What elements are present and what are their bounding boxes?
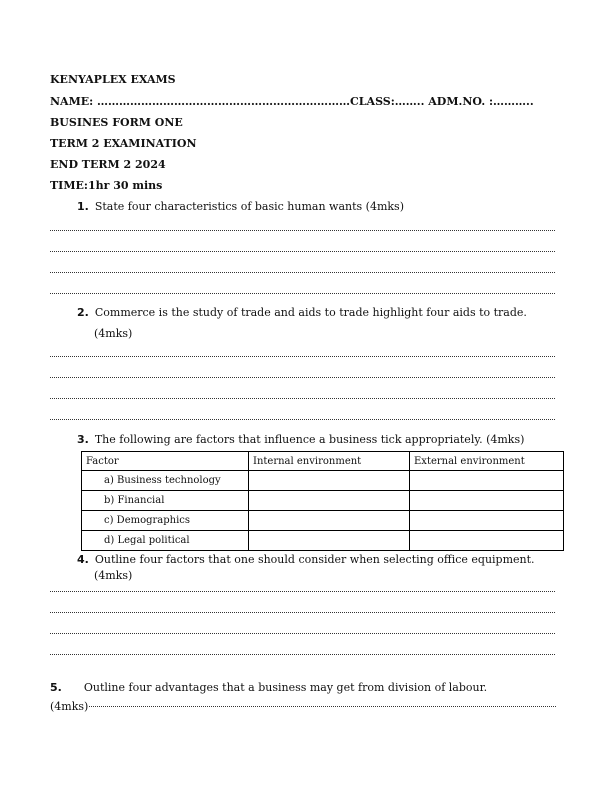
header-internal: Internal environment (249, 452, 410, 471)
header-factor: Factor (82, 452, 249, 471)
question-number: 4. (77, 553, 89, 566)
answer-line[interactable] (50, 419, 555, 420)
answer-line[interactable] (50, 272, 555, 273)
question-marks: (4mks) (94, 569, 133, 582)
external-tick-cell[interactable] (410, 491, 564, 511)
answer-line[interactable] (50, 612, 555, 613)
answer-line[interactable] (50, 398, 555, 399)
internal-tick-cell[interactable] (249, 511, 410, 531)
question-4 (77, 553, 535, 566)
answer-line[interactable] (50, 654, 555, 655)
exam-title: TERM 2 EXAMINATION (50, 137, 197, 150)
factors-table (81, 451, 564, 551)
factor-label: c) Demographics (82, 511, 249, 531)
factor-label: b) Financial (82, 491, 249, 511)
question-number: 2. (77, 306, 89, 319)
question-number: 1. (77, 200, 89, 213)
student-details-line: NAME: ……………………………………………………………CLASS:…….. ADM.NO. :……….. (50, 95, 534, 108)
question-marks: (4mks) (50, 700, 89, 713)
question-text: The following are factors that influence a business tick appropriately. (4mks) (94, 433, 525, 446)
question-number: 5. (50, 681, 62, 694)
question-5 (50, 681, 487, 694)
question-1 (77, 200, 404, 213)
internal-tick-cell[interactable] (249, 491, 410, 511)
table-row (82, 531, 564, 551)
external-tick-cell[interactable] (410, 471, 564, 491)
internal-tick-cell[interactable] (249, 471, 410, 491)
answer-line[interactable] (50, 293, 555, 294)
question-text: Outline four advantages that a business may get from division of labour. (83, 681, 488, 694)
answer-line[interactable] (50, 356, 555, 357)
question-text: Outline four factors that one should consider when selecting office equipment. (94, 553, 535, 566)
question-2 (77, 306, 527, 319)
header-external: External environment (410, 452, 564, 471)
table-row (82, 491, 564, 511)
answer-line[interactable] (50, 230, 555, 231)
school-name: KENYAPLEX EXAMS (50, 73, 176, 86)
answer-line[interactable] (50, 633, 555, 634)
time-allowed: TIME:1hr 30 mins (50, 179, 163, 192)
question-text: State four characteristics of basic human wants (4mks) (94, 200, 404, 213)
term-title: END TERM 2 2024 (50, 158, 166, 171)
table-row (82, 511, 564, 531)
internal-tick-cell[interactable] (249, 531, 410, 551)
answer-line[interactable] (50, 251, 555, 252)
external-tick-cell[interactable] (410, 511, 564, 531)
table-row (82, 471, 564, 491)
factor-label: a) Business technology (82, 471, 249, 491)
question-text: Commerce is the study of trade and aids to trade highlight four aids to trade. (94, 306, 527, 319)
external-tick-cell[interactable] (410, 531, 564, 551)
table-header-row (82, 452, 564, 471)
answer-line[interactable] (50, 377, 555, 378)
question-marks: (4mks) (94, 327, 133, 340)
question-number: 3. (77, 433, 89, 446)
answer-line[interactable] (89, 706, 556, 707)
answer-line[interactable] (50, 591, 555, 592)
question-3 (77, 433, 524, 446)
subject-title: BUSINES FORM ONE (50, 116, 183, 129)
factor-label: d) Legal political (82, 531, 249, 551)
question-5-answer-start (50, 700, 556, 713)
